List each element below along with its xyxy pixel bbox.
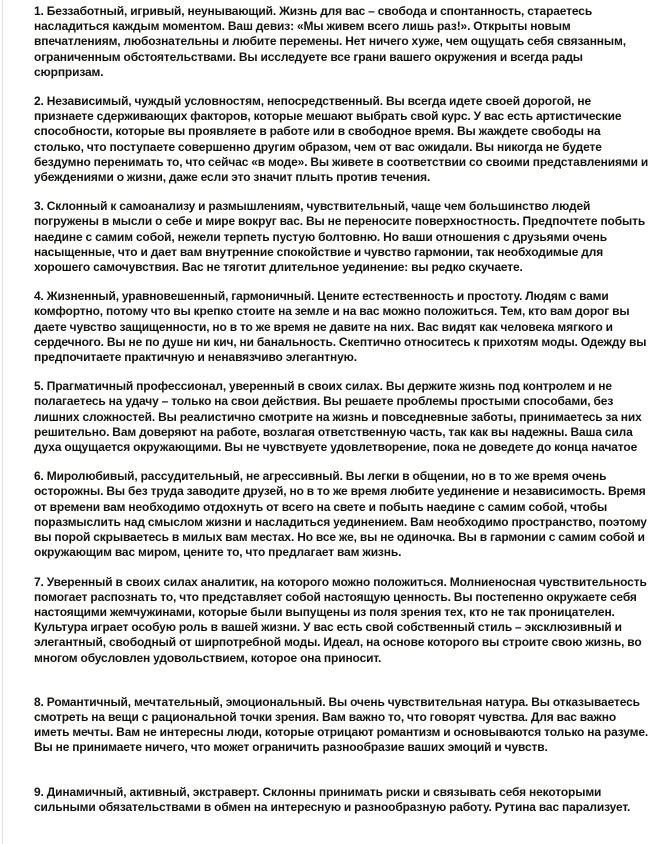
personality-section-1 xyxy=(34,4,650,80)
personality-section-7 xyxy=(34,575,650,666)
personality-section-2-text: 2. Независимый, чуждый условностям, непосредственный. Вы всегда идете своей дорогой, не признаете сдерживающих факторов, которые мешают выбрать свой курс. У вас есть артистические способности, которые вы проявляете в работе или в свободное время. Вы жаждете свободы на столько, что поступаете совершенно другим образом, чем от вас ожидали. Вы никогда не будете бездумно перенимать то, что сейчас «в моде». Вы живете в соответствии со своими представлениями и убеждениями о жизни, даже если это значит плыть против течения. xyxy=(34,94,649,185)
personality-section-8-text: 8. Романтичный, мечтательный, эмоциональный. Вы очень чувствительная натура. Вы отказываетесь смотреть на вещи с рациональной точки зрения. Вам важно то, что говорят чувства. Для вас важно иметь мечты. Вам не интересны люди, которые отрицают романтизм и основываются только на разуме. Вы не принимаете ничего, что может ограничить разнообразие ваших эмоций и чувств. xyxy=(34,694,649,755)
personality-section-8 xyxy=(34,695,650,756)
personality-section-5-text: 5. Прагматичный профессионал, уверенный в своих силах. Вы держите жизнь под контролем и не полагаетесь на удачу – только на свои действия. Вы решаете проблемы простыми способами, без лишних сложностей. Вы реалистично смотрите на жизнь и повседневные заботы, принимаетесь за них решительно. Вам доверяют на работе, возлагая ответственную часть, так как вы надежны. Ваша сила духа ощущается окружающими. Вы не чувствуете удовлетворение, пока не доведете до конца начатое xyxy=(34,379,642,455)
personality-section-1-text: 1. Беззаботный, игривый, неунывающий. Жизнь для вас – свобода и спонтанность, стараетесь насладиться каждым моментом. Ваш девиз: «Мы живем всего лишь раз!». Открыты новым впечатлениям, любознательны и любите перемены. Нет ничего хуже, чем ощущать себя связанным, ограниченным обстоятельствами. Вы исследуете все грани вашего окружения и всегда рады сюрпризам. xyxy=(34,4,626,79)
personality-section-4-text: 4. Жизненный, уравновешенный, гармоничный. Цените естественность и простоту. Людям с вами комфортно, потому что вы крепко стоите на земле и на вас можно положиться. Тем, кто вам дорог вы даете чувство защищенности, но в то же время не давите на них. Вас видят как человека мягкого и сердечного. Вы не по душе ни кич, ни банальность. Скептично относитесь к прихотям моды. Одежду вы предпочитаете практичную и ненавязчиво элегантную. xyxy=(34,289,647,365)
personality-section-7-text: 7. Уверенный в своих силах аналитик, на которого можно положиться. Молниеносная чувствительность помогает распознать то, что представляет собой настоящую ценность. Вы постепенно окружаете себя настоящими жемчужинами, которые были выпущены из поля зрения тех, кто не так проницателен. Культура играет особую роль в вашей жизни. У вас есть свой собственный стиль – эксклюзивный и элегантный, свободный от ширпотребной моды. Идеал, на основе которого вы строите свою жизнь, во многом обусловлен удовольствием, которое она приносит. xyxy=(34,574,647,665)
personality-section-6 xyxy=(34,469,650,560)
personality-section-3-text: 3. Склонный к самоанализу и размышлениям, чувствительный, чаще чем большинство людей погружены в мысли о себе и мире вокруг вас. Вы не переносите поверхностность. Предпочтете побыть наедине с самим собой, нежели терпеть пустую болтовню. Но ваши отношения с друзьями очень насыщенные, что и дает вам внутренние спокойствие и чувство гармонии, так необходимые для хорошего самочувствия. Вас не тяготит длительное уединение: вы редко скучаете. xyxy=(34,199,646,275)
page-left-edge-rule xyxy=(2,0,3,844)
personality-section-9 xyxy=(34,785,650,815)
personality-section-4 xyxy=(34,289,650,365)
personality-section-9-text: 9. Динамичный, активный, экстраверт. Склонны принимать риски и связывать себя некоторыми сильными обязательствами в обмен на интересную и разнообразную работу. Рутина вас парализует. xyxy=(34,784,631,814)
personality-section-3 xyxy=(34,199,650,275)
personality-descriptions-list xyxy=(34,4,650,815)
personality-section-6-text: 6. Миролюбивый, рассудительный, не агрессивный. Вы легки в общении, но в то же время очень осторожны. Вы без труда заводите друзей, но в то же время любите уединение и независимость. Время от времени вам необходимо отдохнуть от всего на свете и побыть наедине с самим собой, чтобы поразмыслить над смыслом жизни и насладиться уединением. Вам необходимо пространство, поэтому вы порой скрываетесь в милых вам местах. Но все же, вы не одиночка. Вы в гармонии с самим собой и окружающим вас миром, цените то, что предлагает вам жизнь. xyxy=(34,469,647,560)
personality-section-5 xyxy=(34,379,650,455)
personality-section-2 xyxy=(34,94,650,185)
